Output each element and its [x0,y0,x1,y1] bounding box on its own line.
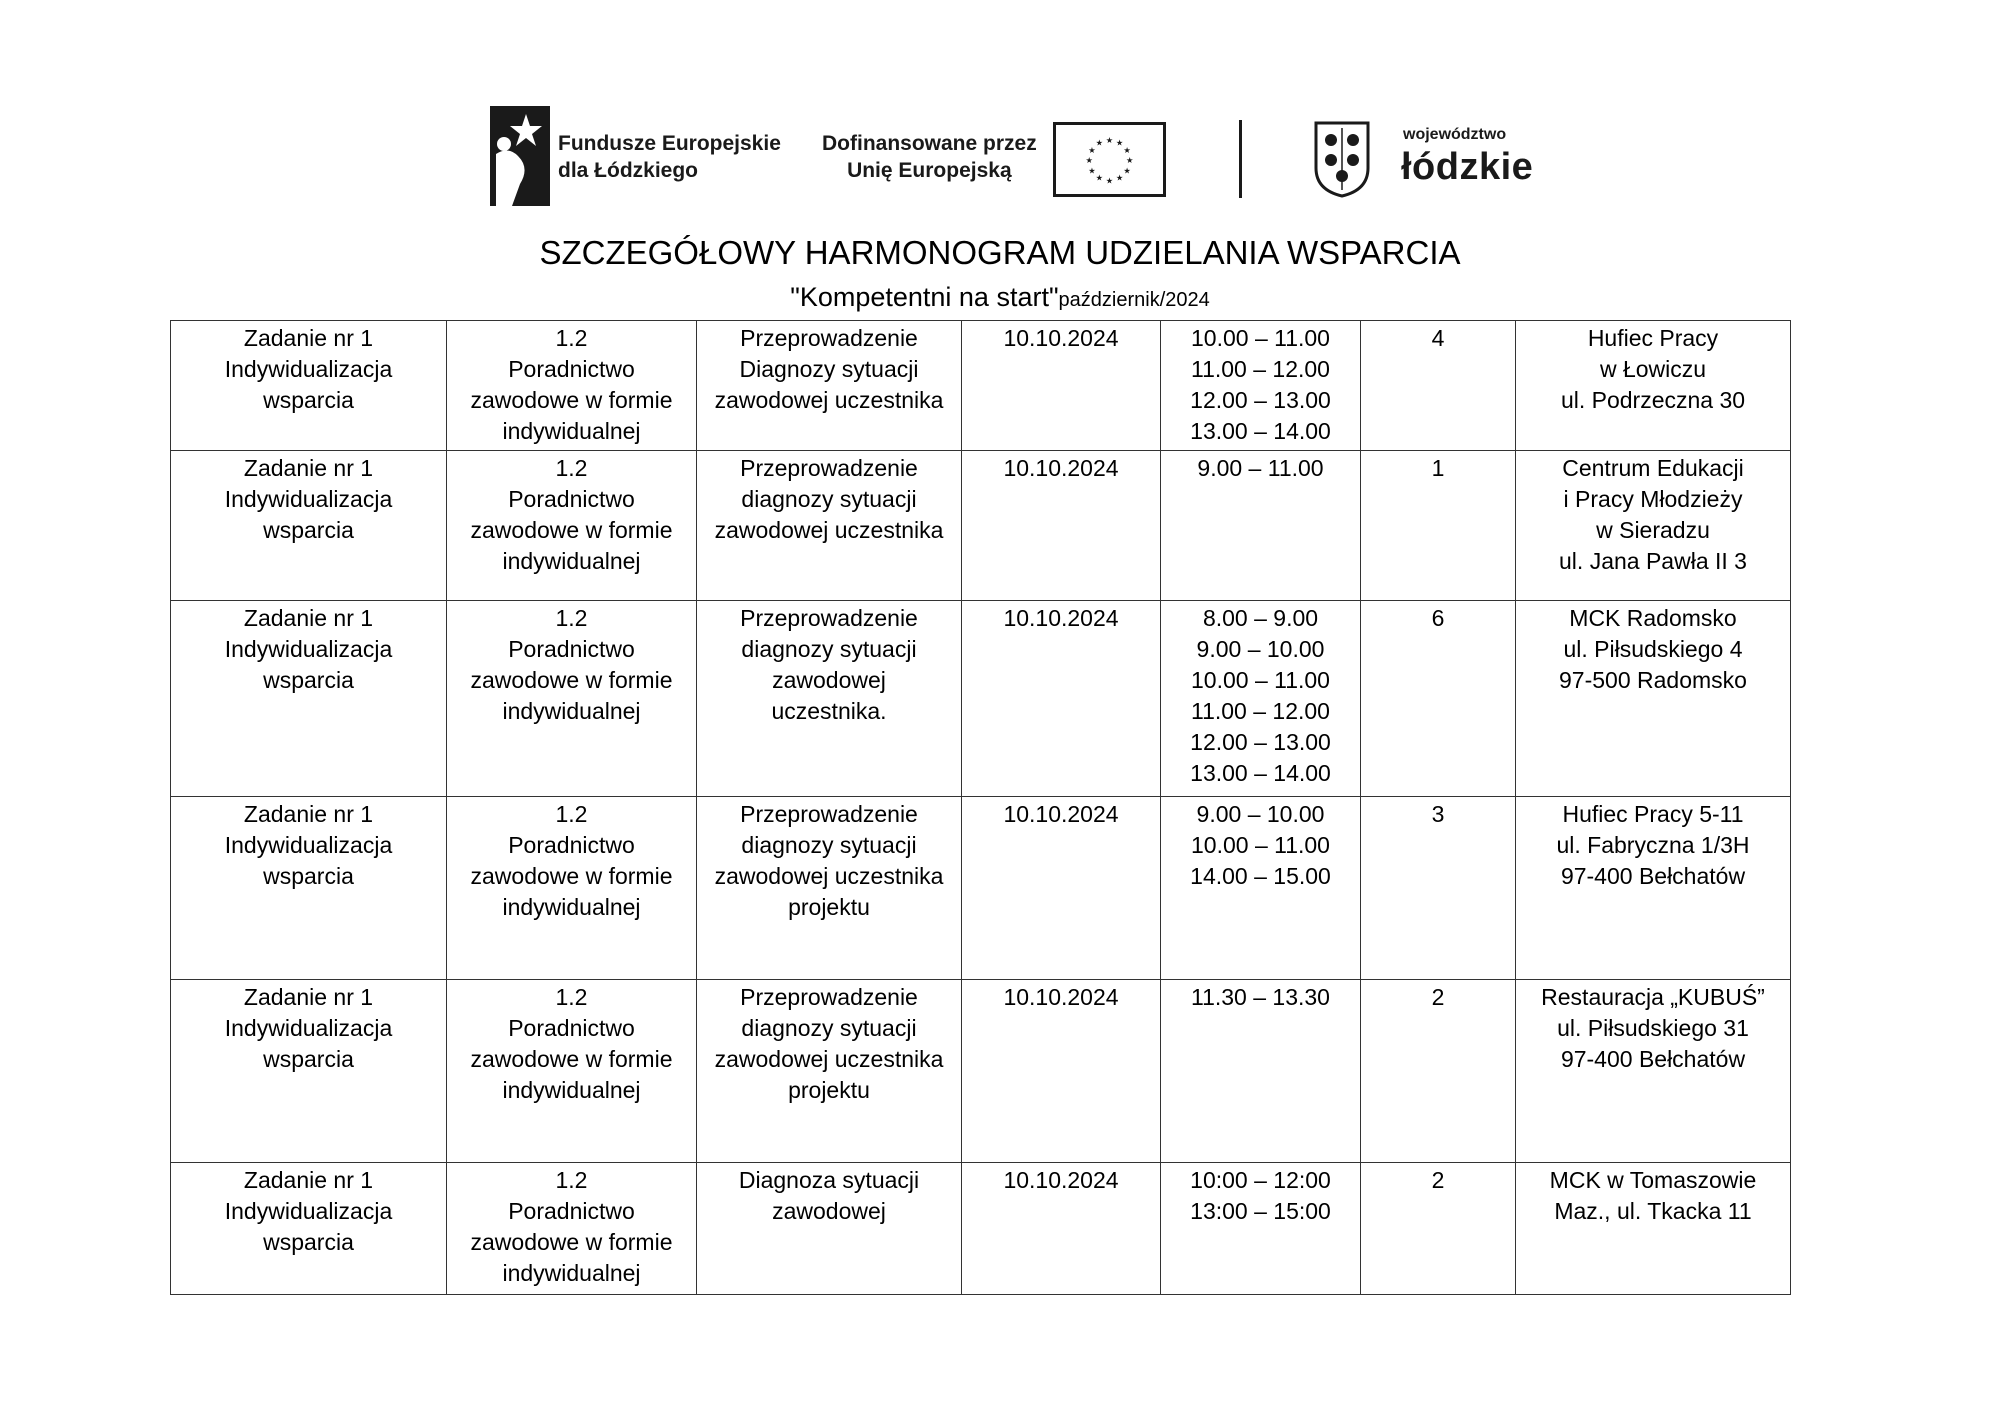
table-row [171,1163,1791,1295]
participants-cell [1361,321,1516,451]
cell-line: 11.30 – 13.30 [1191,984,1330,1010]
cell-line: 1.2 [555,605,588,631]
cell-line: zawodowe w formie [470,1046,673,1072]
cell-line: indywidualnej [502,1260,641,1286]
hours-cell [1161,980,1361,1163]
cell-line: 9.00 – 10.00 [1196,801,1325,827]
cell-line: wsparcia [263,1229,354,1255]
date-cell [962,980,1161,1163]
period-label: październik/2024 [1058,289,1210,311]
cell-line: 1.2 [555,455,588,481]
task-cell [171,321,447,451]
eu-star-icon: ★ [1123,166,1131,176]
form-cell [447,797,697,980]
eu-star-icon: ★ [1095,138,1104,148]
schedule-table-body [171,321,1791,1295]
cell-line: 97-400 Bełchatów [1560,1046,1746,1072]
eu-line1: Dofinansowane przez [822,132,1037,155]
cell-value: 10.10.2024 [1003,984,1119,1010]
cell-value: 2 [1431,1167,1445,1193]
cell-line: ul. Piłsudskiego 31 [1557,1015,1749,1041]
cell-line: diagnozy sytuacji [741,486,917,512]
cell-line: MCK w Tomaszowie [1549,1167,1757,1193]
cell-line: indywidualnej [502,698,641,724]
cell-line: Hufiec Pracy 5-11 [1562,801,1744,827]
participants-cell [1361,1163,1516,1295]
eu-line2: Unię Europejską [847,159,1012,182]
cell-line: indywidualnej [502,1077,641,1103]
cell-value: 6 [1431,605,1445,631]
task-cell [171,601,447,797]
cell-line: Indywidualizacja [224,1198,393,1224]
cell-line: 1.2 [555,325,588,351]
hours-cell [1161,601,1361,797]
cell-line: zawodowe w formie [470,667,673,693]
cell-value: 10.10.2024 [1003,605,1119,631]
date-cell [962,601,1161,797]
cell-line: 12.00 – 13.00 [1190,387,1331,413]
cell-line: zawodowej [772,667,886,693]
table-row [171,797,1791,980]
hours-cell [1161,797,1361,980]
cell-line: Zadanie nr 1 [243,325,374,351]
participants-cell [1361,797,1516,980]
logo-divider [1239,120,1242,198]
cell-line: 9.00 – 10.00 [1196,636,1325,662]
cell-line: Indywidualizacja [224,1015,393,1041]
cell-line: 11.00 – 12.00 [1191,356,1330,382]
cell-line: Przeprowadzenie [740,325,918,351]
location-cell [1516,451,1791,601]
cell-line: Zadanie nr 1 [243,801,374,827]
activity-cell [697,980,962,1163]
cell-line: 10.00 – 11.00 [1191,325,1330,351]
cell-line: 97-400 Bełchatów [1560,863,1746,889]
cell-line: zawodowej uczestnika [714,863,944,889]
eu-star-icon: ★ [1115,138,1124,148]
date-cell [962,1163,1161,1295]
document-title: SZCZEGÓŁOWY HARMONOGRAM UDZIELANIA WSPARCIA [539,234,1461,271]
cell-line: 12.00 – 13.00 [1190,729,1331,755]
cell-line: 13:00 – 15:00 [1190,1198,1331,1224]
cell-line: indywidualnej [502,548,641,574]
cell-line: 8.00 – 9.00 [1202,605,1319,631]
participants-cell [1361,980,1516,1163]
region-label-big: łódzkie [1401,146,1534,188]
task-cell [171,797,447,980]
cell-line: zawodowej uczestnika [714,517,944,543]
cell-line: Diagnozy sytuacji [739,356,919,382]
cell-line: 1.2 [555,801,588,827]
location-cell [1516,601,1791,797]
cell-line: Maz., ul. Tkacka 11 [1554,1198,1752,1224]
activity-cell [697,1163,962,1295]
date-cell [962,321,1161,451]
fe-logo-line1: Fundusze Europejskie [558,132,781,155]
participants-cell [1361,451,1516,601]
location-cell [1516,797,1791,980]
cell-line: projektu [788,894,870,920]
fe-logo-text [558,130,781,184]
cell-line: MCK Radomsko [1569,605,1737,631]
form-cell [447,601,697,797]
cell-line: Przeprowadzenie [740,605,918,631]
cell-line: 97-500 Radomsko [1559,667,1747,693]
cell-line: w Sieradzu [1596,517,1710,543]
cell-line: wsparcia [263,863,354,889]
hours-cell [1161,1163,1361,1295]
cell-line: zawodowej uczestnika [714,387,944,413]
cell-value: 1 [1431,455,1445,481]
activity-cell [697,797,962,980]
eu-star-icon: ★ [1105,176,1114,186]
eu-star-icon: ★ [1088,166,1096,176]
cell-line: Diagnoza sytuacji [738,1167,920,1193]
cell-value: 10.10.2024 [1003,1167,1119,1193]
cell-line: ul. Jana Pawła II 3 [1559,548,1747,574]
cell-line: zawodowe w formie [470,863,673,889]
cell-line: 13.00 – 14.00 [1190,760,1331,786]
cell-line: wsparcia [263,517,354,543]
table-row [171,451,1791,601]
cell-line: 10.00 – 11.00 [1191,667,1330,693]
cell-line: wsparcia [263,667,354,693]
date-cell [962,797,1161,980]
eu-cofinancing-text [822,130,1037,184]
cell-line: zawodowe w formie [470,517,673,543]
logo-bar [0,100,2000,210]
cell-line: Poradnictwo [508,486,635,512]
cell-line: Centrum Edukacji [1562,455,1744,481]
cell-line: wsparcia [263,387,354,413]
cell-line: Poradnictwo [508,1198,635,1224]
cell-value: 3 [1431,801,1445,827]
cell-line: Poradnictwo [508,356,635,382]
participants-cell [1361,601,1516,797]
cell-line: 13.00 – 14.00 [1190,418,1331,444]
location-cell [1516,980,1791,1163]
form-cell [447,1163,697,1295]
eu-star-icon: ★ [1095,173,1104,183]
cell-line: Indywidualizacja [224,356,393,382]
eu-star-icon: ★ [1126,156,1134,166]
cell-value: 2 [1431,984,1445,1010]
eu-flag-icon [1053,122,1166,197]
cell-line: 10:00 – 12:00 [1190,1167,1331,1193]
table-row [171,601,1791,797]
eu-star-icon: ★ [1115,173,1124,183]
cell-line: Restauracja „KUBUŚ” [1541,984,1765,1010]
cell-line: Zadanie nr 1 [243,455,374,481]
task-cell [171,451,447,601]
cell-line: Zadanie nr 1 [243,605,374,631]
cell-line: diagnozy sytuacji [741,636,917,662]
cell-line: 1.2 [555,1167,588,1193]
location-cell [1516,321,1791,451]
cell-line: Zadanie nr 1 [243,1167,374,1193]
cell-line: 14.00 – 15.00 [1190,863,1331,889]
lodzkie-crest-icon [1313,120,1371,198]
fe-logo-line2: dla Łódzkiego [558,159,699,182]
cell-line: Indywidualizacja [224,636,393,662]
cell-line: w Łowiczu [1599,356,1707,382]
fundusze-europejskie-logo-icon [490,106,550,206]
cell-line: Przeprowadzenie [740,455,918,481]
cell-line: zawodowe w formie [470,387,673,413]
cell-line: 1.2 [555,984,588,1010]
cell-line: 9.00 – 11.00 [1197,455,1324,481]
cell-line: uczestnika. [771,698,887,724]
table-row [171,321,1791,451]
form-cell [447,321,697,451]
eu-star-icon: ★ [1085,156,1093,166]
date-cell [962,451,1161,601]
hours-cell [1161,321,1361,451]
eu-star-icon: ★ [1088,146,1096,156]
cell-line: Poradnictwo [508,1015,635,1041]
schedule-table [170,320,1791,1295]
cell-line: Indywidualizacja [224,832,393,858]
cell-line: Hufiec Pracy [1587,325,1719,351]
location-cell [1516,1163,1791,1295]
form-cell [447,451,697,601]
activity-cell [697,321,962,451]
cell-value: 4 [1431,325,1445,351]
cell-line: Poradnictwo [508,636,635,662]
cell-line: Przeprowadzenie [740,984,918,1010]
cell-line: zawodowej uczestnika [714,1046,944,1072]
activity-cell [697,451,962,601]
form-cell [447,980,697,1163]
hours-cell [1161,451,1361,601]
cell-line: Zadanie nr 1 [243,984,374,1010]
cell-line: indywidualnej [502,418,641,444]
cell-line: i Pracy Młodzieży [1563,486,1743,512]
task-cell [171,1163,447,1295]
cell-line: Indywidualizacja [224,486,393,512]
cell-line: ul. Piłsudskiego 4 [1563,636,1743,662]
cell-line: diagnozy sytuacji [741,1015,917,1041]
region-label-small: województwo [1403,126,1507,143]
cell-line: wsparcia [263,1046,354,1072]
cell-line: projektu [788,1077,870,1103]
document-subtitle [0,282,2000,313]
cell-line: 11.00 – 12.00 [1191,698,1330,724]
cell-value: 10.10.2024 [1003,325,1119,351]
cell-line: indywidualnej [502,894,641,920]
activity-cell [697,601,962,797]
table-row [171,980,1791,1163]
cell-line: zawodowej [772,1198,886,1224]
cell-line: diagnozy sytuacji [741,832,917,858]
task-cell [171,980,447,1163]
cell-line: 10.00 – 11.00 [1191,832,1330,858]
eu-star-icon: ★ [1123,146,1131,156]
cell-line: zawodowe w formie [470,1229,673,1255]
project-name: "Kompetentni na start" [790,282,1059,312]
cell-line: ul. Podrzeczna 30 [1560,387,1746,413]
cell-value: 10.10.2024 [1003,455,1119,481]
cell-value: 10.10.2024 [1003,801,1119,827]
cell-line: ul. Fabryczna 1/3H [1556,832,1750,858]
eu-star-icon: ★ [1105,135,1114,145]
cell-line: Przeprowadzenie [740,801,918,827]
cell-line: Poradnictwo [508,832,635,858]
